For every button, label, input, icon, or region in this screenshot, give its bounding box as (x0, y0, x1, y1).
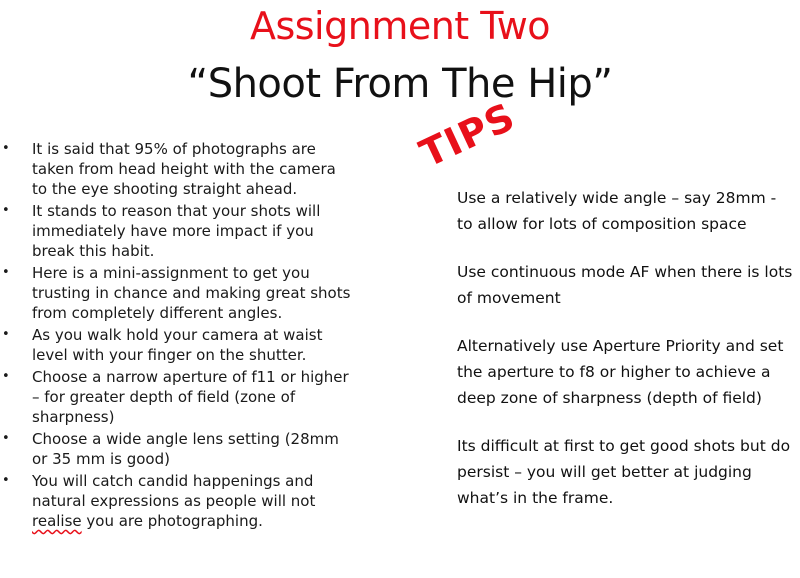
list-item-text-before: You will catch candid happenings and natural expressions as people will not (32, 472, 316, 510)
list-item (0, 429, 352, 469)
list-item (0, 139, 352, 199)
tip-paragraph: Its difficult at first to get good shots but do persist – you will get better at judging what’s in the frame. (457, 437, 791, 507)
bullet-icon: • (2, 265, 10, 280)
bullet-icon: • (2, 327, 10, 342)
bullet-icon: • (2, 203, 10, 218)
tip-paragraph: Use a relatively wide angle – say 28mm - to allow for lots of composition space (457, 189, 777, 233)
spellcheck-underlined-word: realise (32, 512, 82, 530)
tip-paragraph: Use continuous mode AF when there is lots of movement (457, 263, 793, 307)
tips-section (457, 185, 793, 533)
list-item-text: Here is a mini-assignment to get you trusting in chance and making great shots from completely different angles. (32, 264, 351, 322)
bullet-icon: • (2, 369, 10, 384)
title-shoot-from-the-hip: “Shoot From The Hip” (187, 61, 613, 107)
list-item (0, 471, 352, 531)
list-item-text: It is said that 95% of photographs are taken from head height with the camera to the eye shooting straight ahead. (32, 140, 336, 198)
list-item-text: Choose a wide angle lens setting (28mm or 35 mm is good) (32, 430, 339, 468)
list-item (0, 367, 352, 427)
list-item (0, 201, 352, 261)
list-item-text-after: you are photographing. (81, 512, 263, 530)
tips-heading: TIPS (413, 94, 522, 177)
list-item (0, 263, 352, 323)
bullet-icon: • (2, 431, 10, 446)
list-item-text: As you walk hold your camera at waist level with your finger on the shutter. (32, 326, 323, 364)
list-item (0, 325, 352, 365)
bullet-icon: • (2, 473, 10, 488)
instruction-list (0, 139, 352, 533)
bullet-icon: • (2, 141, 10, 156)
title-assignment: Assignment Two (249, 4, 551, 48)
list-item-text: Choose a narrow aperture of f11 or higher – for greater depth of field (zone of sharpness) (32, 368, 349, 426)
list-item-text: It stands to reason that your shots will immediately have more impact if you break this habit. (32, 202, 321, 260)
tip-paragraph: Alternatively use Aperture Priority and set the aperture to f8 or higher to achieve a deep zone of sharpness (depth of field) (457, 337, 784, 407)
